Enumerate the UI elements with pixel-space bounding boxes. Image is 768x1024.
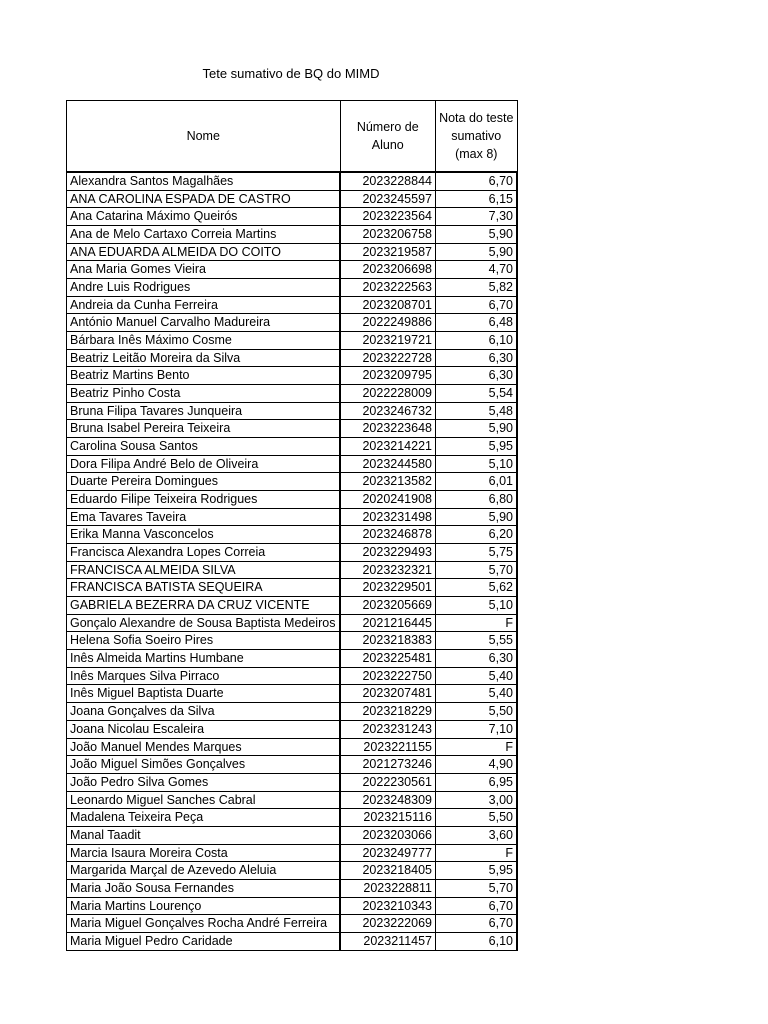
- student-name-cell: Marcia Isaura Moreira Costa: [67, 844, 341, 862]
- grade-cell: 5,48: [436, 402, 518, 420]
- student-number-cell: 2023218383: [340, 632, 436, 650]
- student-name-cell: Maria Miguel Pedro Caridade: [67, 932, 341, 950]
- grade-cell: 6,48: [436, 314, 518, 332]
- table-row: [67, 826, 518, 844]
- grade-cell: 6,30: [436, 367, 518, 385]
- table-row: [67, 367, 518, 385]
- grade-cell: 6,01: [436, 473, 518, 491]
- student-name-cell: João Manuel Mendes Marques: [67, 738, 341, 756]
- table-row: [67, 296, 518, 314]
- grade-cell: 3,60: [436, 826, 518, 844]
- table-row: [67, 226, 518, 244]
- student-number-cell: 2023228811: [340, 879, 436, 897]
- student-number-cell: 2023229493: [340, 544, 436, 562]
- student-number-cell: 2022230561: [340, 773, 436, 791]
- student-name-cell: Inês Marques Silva Pirraco: [67, 667, 341, 685]
- student-number-cell: 2023248309: [340, 791, 436, 809]
- student-name-cell: ANA CAROLINA ESPADA DE CASTRO: [67, 190, 341, 208]
- grade-cell: 5,90: [436, 508, 518, 526]
- table-row: [67, 208, 518, 226]
- student-number-cell: 2023205669: [340, 597, 436, 615]
- grade-cell: 5,70: [436, 879, 518, 897]
- grade-cell: 5,10: [436, 455, 518, 473]
- grade-cell: 5,50: [436, 809, 518, 827]
- student-number-cell: 2023208701: [340, 296, 436, 314]
- student-name-cell: Helena Sofia Soeiro Pires: [67, 632, 341, 650]
- table-row: [67, 455, 518, 473]
- student-name-cell: Beatriz Martins Bento: [67, 367, 341, 385]
- table-row: [67, 279, 518, 297]
- table-row: [67, 650, 518, 668]
- student-name-cell: GABRIELA BEZERRA DA CRUZ VICENTE: [67, 597, 341, 615]
- student-name-cell: Ana Catarina Máximo Queirós: [67, 208, 341, 226]
- student-number-cell: 2023231243: [340, 720, 436, 738]
- table-row: [67, 385, 518, 403]
- grade-cell: 6,70: [436, 915, 518, 933]
- student-number-cell: 2023218229: [340, 703, 436, 721]
- student-number-cell: 2023222563: [340, 279, 436, 297]
- student-number-cell: 2023218405: [340, 862, 436, 880]
- student-name-cell: António Manuel Carvalho Madureira: [67, 314, 341, 332]
- student-number-cell: 2023219587: [340, 243, 436, 261]
- student-name-cell: Leonardo Miguel Sanches Cabral: [67, 791, 341, 809]
- grade-cell: 5,54: [436, 385, 518, 403]
- grade-cell: 5,90: [436, 243, 518, 261]
- grade-cell: F: [436, 738, 518, 756]
- student-number-cell: 2023244580: [340, 455, 436, 473]
- grade-cell: 6,15: [436, 190, 518, 208]
- student-number-cell: 2023209795: [340, 367, 436, 385]
- column-header-name: Nome: [67, 101, 341, 173]
- student-number-cell: 2023229501: [340, 579, 436, 597]
- grade-cell: 5,50: [436, 703, 518, 721]
- student-name-cell: Beatriz Pinho Costa: [67, 385, 341, 403]
- grade-cell: F: [436, 614, 518, 632]
- table-row: [67, 915, 518, 933]
- student-number-cell: 2023232321: [340, 561, 436, 579]
- table-row: [67, 544, 518, 562]
- table-row: [67, 756, 518, 774]
- table-row: [67, 720, 518, 738]
- student-number-cell: 2023223648: [340, 420, 436, 438]
- student-number-cell: 2023221155: [340, 738, 436, 756]
- student-name-cell: João Miguel Simões Gonçalves: [67, 756, 341, 774]
- table-row: [67, 332, 518, 350]
- student-name-cell: FRANCISCA ALMEIDA SILVA: [67, 561, 341, 579]
- grade-cell: 6,95: [436, 773, 518, 791]
- table-row: [67, 932, 518, 950]
- table-row: [67, 526, 518, 544]
- table-row: [67, 349, 518, 367]
- student-number-cell: 2023249777: [340, 844, 436, 862]
- table-row: [67, 844, 518, 862]
- student-name-cell: Madalena Teixeira Peça: [67, 809, 341, 827]
- student-name-cell: Ana de Melo Cartaxo Correia Martins: [67, 226, 341, 244]
- student-number-cell: 2023213582: [340, 473, 436, 491]
- table-row: [67, 473, 518, 491]
- grades-table: [66, 100, 518, 951]
- table-row: [67, 614, 518, 632]
- student-name-cell: Gonçalo Alexandre de Sousa Baptista Medeiros: [67, 614, 341, 632]
- student-number-cell: 2023211457: [340, 932, 436, 950]
- student-name-cell: Eduardo Filipe Teixeira Rodrigues: [67, 491, 341, 509]
- student-name-cell: Andreia da Cunha Ferreira: [67, 296, 341, 314]
- student-name-cell: Joana Nicolau Escaleira: [67, 720, 341, 738]
- student-number-cell: 2023225481: [340, 650, 436, 668]
- table-row: [67, 172, 518, 190]
- table-row: [67, 879, 518, 897]
- student-number-cell: 2023210343: [340, 897, 436, 915]
- student-number-cell: 2022228009: [340, 385, 436, 403]
- student-name-cell: Joana Gonçalves da Silva: [67, 703, 341, 721]
- table-row: [67, 809, 518, 827]
- table-row: [67, 261, 518, 279]
- student-name-cell: Bárbara Inês Máximo Cosme: [67, 332, 341, 350]
- student-name-cell: Bruna Isabel Pereira Teixeira: [67, 420, 341, 438]
- table-row: [67, 243, 518, 261]
- header-row: [67, 101, 518, 173]
- grade-cell: 6,20: [436, 526, 518, 544]
- page-title: Tete sumativo de BQ do MIMD: [202, 66, 380, 81]
- column-header-student-number: Número de Aluno: [340, 101, 436, 173]
- student-name-cell: Andre Luis Rodrigues: [67, 279, 341, 297]
- student-number-cell: 2023222069: [340, 915, 436, 933]
- student-name-cell: Beatriz Leitão Moreira da Silva: [67, 349, 341, 367]
- grade-cell: 4,90: [436, 756, 518, 774]
- student-number-cell: 2023207481: [340, 685, 436, 703]
- student-number-cell: 2023206698: [340, 261, 436, 279]
- table-row: [67, 491, 518, 509]
- grade-cell: 6,80: [436, 491, 518, 509]
- grade-cell: 5,10: [436, 597, 518, 615]
- grade-cell: 5,40: [436, 685, 518, 703]
- student-name-cell: FRANCISCA BATISTA SEQUEIRA: [67, 579, 341, 597]
- student-name-cell: Inês Miguel Baptista Duarte: [67, 685, 341, 703]
- table-row: [67, 402, 518, 420]
- student-name-cell: Alexandra Santos Magalhães: [67, 172, 341, 190]
- table-row: [67, 685, 518, 703]
- student-name-cell: Francisca Alexandra Lopes Correia: [67, 544, 341, 562]
- student-name-cell: Inês Almeida Martins Humbane: [67, 650, 341, 668]
- student-name-cell: Duarte Pereira Domingues: [67, 473, 341, 491]
- student-name-cell: Carolina Sousa Santos: [67, 438, 341, 456]
- table-row: [67, 632, 518, 650]
- grade-cell: 3,00: [436, 791, 518, 809]
- table-row: [67, 597, 518, 615]
- student-number-cell: 2021273246: [340, 756, 436, 774]
- grade-cell: 5,75: [436, 544, 518, 562]
- student-name-cell: Dora Filipa André Belo de Oliveira: [67, 455, 341, 473]
- table-row: [67, 773, 518, 791]
- grade-cell: 6,10: [436, 332, 518, 350]
- column-header-grade: Nota do teste sumativo (max 8): [436, 101, 518, 173]
- table-row: [67, 420, 518, 438]
- grade-cell: 5,90: [436, 420, 518, 438]
- student-number-cell: 2023246878: [340, 526, 436, 544]
- table-body: [67, 172, 518, 950]
- grade-cell: 6,10: [436, 932, 518, 950]
- student-name-cell: Manal Taadit: [67, 826, 341, 844]
- table-row: [67, 508, 518, 526]
- student-number-cell: 2022249886: [340, 314, 436, 332]
- grade-cell: 5,55: [436, 632, 518, 650]
- student-name-cell: Margarida Marçal de Azevedo Aleluia: [67, 862, 341, 880]
- student-name-cell: João Pedro Silva Gomes: [67, 773, 341, 791]
- student-name-cell: Maria Miguel Gonçalves Rocha André Ferreira: [67, 915, 341, 933]
- student-number-cell: 2023214221: [340, 438, 436, 456]
- table-row: [67, 579, 518, 597]
- grade-cell: 6,30: [436, 349, 518, 367]
- grade-cell: 6,70: [436, 172, 518, 190]
- student-name-cell: Ana Maria Gomes Vieira: [67, 261, 341, 279]
- student-number-cell: 2023203066: [340, 826, 436, 844]
- student-name-cell: Erika Manna Vasconcelos: [67, 526, 341, 544]
- student-number-cell: 2023223564: [340, 208, 436, 226]
- student-number-cell: 2023222750: [340, 667, 436, 685]
- student-number-cell: 2023246732: [340, 402, 436, 420]
- grade-cell: 4,70: [436, 261, 518, 279]
- grade-cell: 7,30: [436, 208, 518, 226]
- student-name-cell: Bruna Filipa Tavares Junqueira: [67, 402, 341, 420]
- student-name-cell: Maria Martins Lourenço: [67, 897, 341, 915]
- table-row: [67, 703, 518, 721]
- student-number-cell: 2023222728: [340, 349, 436, 367]
- student-name-cell: Ema Tavares Taveira: [67, 508, 341, 526]
- grade-cell: 6,30: [436, 650, 518, 668]
- student-number-cell: 2023206758: [340, 226, 436, 244]
- student-number-cell: 2021216445: [340, 614, 436, 632]
- grade-cell: 5,90: [436, 226, 518, 244]
- table-row: [67, 897, 518, 915]
- student-name-cell: ANA EDUARDA ALMEIDA DO COITO: [67, 243, 341, 261]
- student-number-cell: 2023215116: [340, 809, 436, 827]
- student-number-cell: 2020241908: [340, 491, 436, 509]
- table-row: [67, 314, 518, 332]
- table-row: [67, 190, 518, 208]
- grade-cell: 5,95: [436, 862, 518, 880]
- grade-cell: 5,70: [436, 561, 518, 579]
- student-number-cell: 2023231498: [340, 508, 436, 526]
- table-row: [67, 561, 518, 579]
- grade-cell: 5,40: [436, 667, 518, 685]
- student-number-cell: 2023228844: [340, 172, 436, 190]
- table-row: [67, 667, 518, 685]
- student-number-cell: 2023219721: [340, 332, 436, 350]
- grade-cell: 5,62: [436, 579, 518, 597]
- table-row: [67, 438, 518, 456]
- grade-cell: F: [436, 844, 518, 862]
- grade-cell: 6,70: [436, 296, 518, 314]
- grade-cell: 5,95: [436, 438, 518, 456]
- student-name-cell: Maria João Sousa Fernandes: [67, 879, 341, 897]
- student-number-cell: 2023245597: [340, 190, 436, 208]
- table-row: [67, 862, 518, 880]
- table-row: [67, 738, 518, 756]
- table-row: [67, 791, 518, 809]
- grade-cell: 6,70: [436, 897, 518, 915]
- grade-cell: 7,10: [436, 720, 518, 738]
- grade-cell: 5,82: [436, 279, 518, 297]
